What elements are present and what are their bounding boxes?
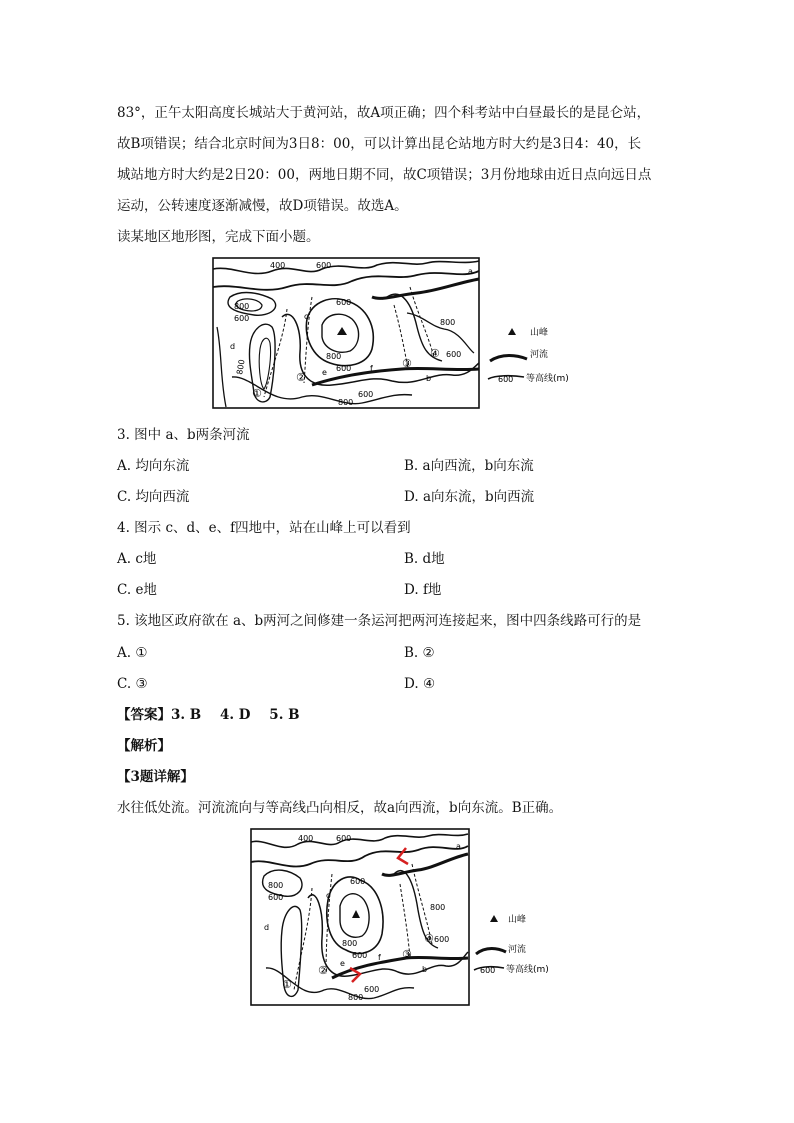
contour-label: 400: [270, 261, 286, 270]
contour-label-2: 600: [364, 985, 380, 994]
route-label-2: ②: [296, 371, 306, 384]
route-label-1-2: ①: [282, 978, 292, 991]
paragraph-line-2: 故B项错误；结合北京时间为3日8：00，可以计算出昆仑站地方时大约是3日4：40，长: [117, 136, 642, 152]
legend-peak-label: 山峰: [530, 328, 549, 338]
contour-label-2: 800: [430, 903, 446, 912]
q5-option-c[interactable]: C. ③: [117, 676, 148, 692]
contour-label: 600: [336, 364, 352, 373]
q4-option-c[interactable]: C. e地: [117, 582, 157, 598]
point-label-f: f: [370, 364, 373, 373]
q4-option-d[interactable]: D. f地: [404, 582, 442, 598]
legend-river-icon: [490, 356, 527, 362]
contour-label: 600: [234, 314, 250, 323]
peak-marker: [337, 327, 347, 335]
topographic-map-1-svg: [212, 257, 582, 409]
legend-peak-label-2: 山峰: [508, 915, 527, 925]
paragraph-line-3: 城站地方时大约是2日20：00，两地日期不同，故C项错误；3月份地球由近日点向远日点: [117, 167, 652, 183]
contour-label-2: 600: [350, 877, 366, 886]
paragraph-line-4: 运动，公转速度逐渐减慢，故D项错误。故选A。: [117, 198, 408, 214]
legend-river-label: 河流: [530, 350, 549, 360]
legend-river-icon-2: [476, 949, 506, 955]
legend-peak-icon-2: [490, 915, 498, 922]
contour-label-2: 800: [348, 993, 364, 1002]
legend-peak-icon: [508, 328, 516, 335]
point-label-d-2: d: [264, 923, 270, 932]
contour-label-2: 600: [434, 935, 450, 944]
contour-label: 600: [358, 390, 374, 399]
point-label-e: e: [322, 368, 327, 377]
detail-label: 【3题详解】: [117, 769, 194, 785]
contour-label: 600: [316, 261, 332, 270]
contour-label-2: 600: [336, 834, 352, 843]
point-label-d: d: [230, 342, 236, 351]
route-label-3: ③: [402, 357, 412, 370]
contour-label-2: 600: [352, 951, 368, 960]
q3-option-a[interactable]: A. 均向东流: [117, 458, 190, 474]
point-label-b-2: b: [422, 965, 428, 974]
topographic-map-2-svg: [250, 828, 550, 1008]
contour-label: 800: [235, 358, 247, 376]
q5-option-a[interactable]: A. ①: [117, 645, 148, 661]
topographic-map-2: [250, 828, 550, 1008]
detail-text: 水往低处流。河流流向与等高线凸向相反，故a向西流，b向东流。B正确。: [117, 800, 563, 816]
point-label-f-2: f: [378, 953, 381, 962]
legend-river-label-2: 河流: [508, 945, 527, 955]
q3-option-b[interactable]: B. a向西流，b向东流: [404, 458, 534, 474]
q5-option-b[interactable]: B. ②: [404, 645, 435, 661]
q3-option-d[interactable]: D. a向东流，b向西流: [404, 489, 535, 505]
contour-label-2: 800: [268, 881, 284, 890]
contour-label: 800: [326, 352, 342, 361]
point-label-a-2: a: [456, 842, 461, 851]
contour-label-2: 800: [342, 939, 358, 948]
legend-contour-label: 等高线(m): [526, 374, 569, 384]
point-label-a: a: [468, 267, 473, 276]
analysis-label: 【解析】: [117, 738, 171, 754]
route-label-4: ④: [430, 347, 440, 360]
contour-label: 800: [338, 398, 354, 407]
answer-line: 【答案】3. B 4. D 5. B: [117, 707, 300, 723]
question-5-stem: 5. 该地区政府欲在 a、b两河之间修建一条运河把两河连接起来，图中四条线路可行的是: [117, 613, 642, 629]
point-label-e-2: e: [340, 959, 345, 968]
q3-option-c[interactable]: C. 均向西流: [117, 489, 190, 505]
point-label-b: b: [426, 374, 432, 383]
paragraph-line-1: 83°，正午太阳高度长城站大于黄河站，故A项正确；四个科考站中白昼最长的是昆仑站，: [117, 105, 651, 121]
contour-label-2: 400: [298, 834, 314, 843]
legend-contour-value-2: 600: [480, 966, 496, 975]
question-3-stem: 3. 图中 a、b两条河流: [117, 427, 250, 443]
q4-option-b[interactable]: B. d地: [404, 551, 445, 567]
contour-label: 600: [336, 298, 352, 307]
route-label-4-2: ④: [424, 932, 434, 945]
contour-label: 800: [440, 318, 456, 327]
point-label-c: c: [304, 312, 309, 321]
contour-label: 800: [234, 302, 250, 311]
contour-label: 600: [446, 350, 462, 359]
legend-contour-value: 600: [498, 375, 514, 384]
route-label-1: ①: [252, 387, 262, 400]
question-4-stem: 4. 图示 c、d、e、f四地中，站在山峰上可以看到: [117, 520, 411, 536]
route-label-3-2: ③: [402, 948, 412, 961]
peak-marker-2: [352, 910, 360, 918]
contour-label-2: 600: [268, 893, 284, 902]
legend-contour-label-2: 等高线(m): [506, 965, 549, 975]
point-label-c-2: c: [326, 891, 331, 900]
route-label-2-2: ②: [318, 964, 328, 977]
q5-option-d[interactable]: D. ④: [404, 676, 436, 692]
q4-option-a[interactable]: A. c地: [117, 551, 157, 567]
annotation-arrow-a: [398, 848, 408, 864]
intro-text: 读某地区地形图，完成下面小题。: [117, 229, 320, 245]
topographic-map-1: [212, 257, 582, 409]
